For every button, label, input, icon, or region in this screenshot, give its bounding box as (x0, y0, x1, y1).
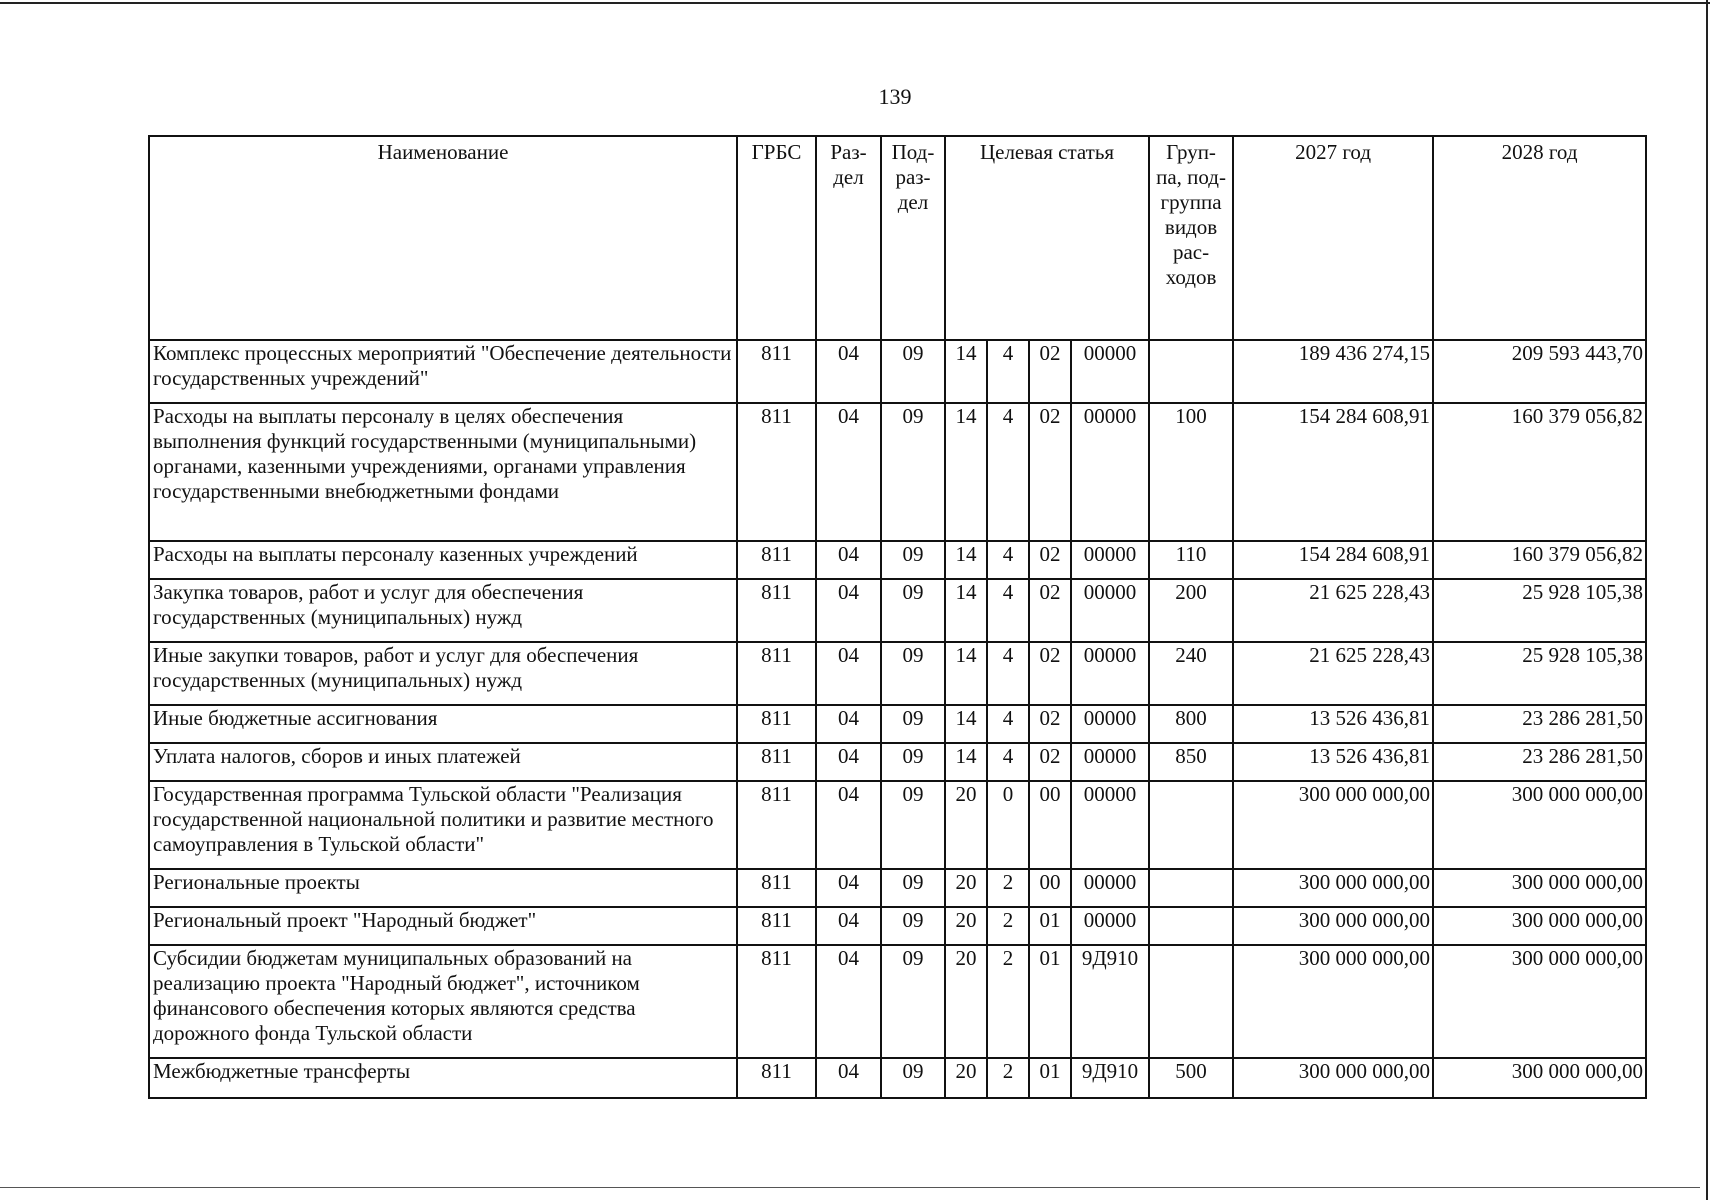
row-razdel: 04 (816, 705, 881, 743)
row-name: Уплата налогов, сборов и иных платежей (149, 743, 737, 781)
header-2027: 2027 год (1233, 136, 1433, 340)
row-name: Комплекс процессных мероприятий "Обеспечение деятельности государственных учреждений" (149, 340, 737, 403)
header-expense-group: Груп- па, под- группа видов рас- ходов (1149, 136, 1233, 340)
page-number: 139 (878, 84, 912, 109)
row-expense-group: 850 (1149, 743, 1233, 781)
row-razdel: 04 (816, 403, 881, 541)
row-target-subprogram: 02 (1029, 340, 1071, 403)
row-name: Субсидии бюджетам муниципальных образований на реализацию проекта "Народный бюджет", источником финансового обеспечения которых являются средства дорожного фонда Тульской области (149, 945, 737, 1058)
row-target-direction: 00000 (1071, 403, 1149, 541)
header-razdel: Раз- дел (816, 136, 881, 340)
row-target-type: 4 (987, 642, 1029, 705)
row-podrazdel: 09 (881, 781, 945, 869)
row-target-type: 2 (987, 945, 1029, 1058)
row-amount-2027: 13 526 436,81 (1233, 705, 1433, 743)
row-target-program: 14 (945, 705, 987, 743)
row-amount-2027: 300 000 000,00 (1233, 1058, 1433, 1098)
table-row (149, 642, 1646, 705)
row-target-direction: 00000 (1071, 743, 1149, 781)
row-target-type: 4 (987, 705, 1029, 743)
row-target-program: 14 (945, 541, 987, 579)
table-row (149, 340, 1646, 403)
row-target-subprogram: 02 (1029, 403, 1071, 541)
row-expense-group: 240 (1149, 642, 1233, 705)
row-razdel: 04 (816, 541, 881, 579)
row-target-program: 14 (945, 403, 987, 541)
row-amount-2028: 300 000 000,00 (1433, 1058, 1646, 1098)
row-grbs: 811 (737, 403, 816, 541)
row-amount-2028: 300 000 000,00 (1433, 945, 1646, 1058)
row-amount-2027: 189 436 274,15 (1233, 340, 1433, 403)
row-name: Иные бюджетные ассигнования (149, 705, 737, 743)
row-razdel: 04 (816, 340, 881, 403)
row-podrazdel: 09 (881, 945, 945, 1058)
row-target-direction: 9Д910 (1071, 1058, 1149, 1098)
row-amount-2027: 21 625 228,43 (1233, 642, 1433, 705)
row-target-type: 2 (987, 907, 1029, 945)
row-amount-2027: 13 526 436,81 (1233, 743, 1433, 781)
row-razdel: 04 (816, 945, 881, 1058)
row-amount-2028: 300 000 000,00 (1433, 907, 1646, 945)
row-amount-2028: 300 000 000,00 (1433, 869, 1646, 907)
budget-table (148, 135, 1647, 1099)
row-amount-2028: 209 593 443,70 (1433, 340, 1646, 403)
table-row (149, 705, 1646, 743)
table-row (149, 945, 1646, 1058)
row-target-type: 4 (987, 579, 1029, 642)
header-2028: 2028 год (1433, 136, 1646, 340)
page-border-top (0, 2, 1710, 4)
table-row (149, 743, 1646, 781)
row-podrazdel: 09 (881, 642, 945, 705)
row-expense-group: 200 (1149, 579, 1233, 642)
row-amount-2028: 23 286 281,50 (1433, 705, 1646, 743)
row-target-direction: 00000 (1071, 579, 1149, 642)
header-name: Наименование (149, 136, 737, 340)
row-target-subprogram: 02 (1029, 642, 1071, 705)
row-target-program: 20 (945, 1058, 987, 1098)
row-grbs: 811 (737, 579, 816, 642)
table-row (149, 541, 1646, 579)
row-podrazdel: 09 (881, 907, 945, 945)
header-podrazdel: Под- раз- дел (881, 136, 945, 340)
row-target-type: 4 (987, 403, 1029, 541)
row-amount-2027: 154 284 608,91 (1233, 541, 1433, 579)
row-target-type: 4 (987, 541, 1029, 579)
row-amount-2027: 300 000 000,00 (1233, 945, 1433, 1058)
row-name: Региональные проекты (149, 869, 737, 907)
row-target-direction: 9Д910 (1071, 945, 1149, 1058)
row-target-subprogram: 00 (1029, 869, 1071, 907)
row-target-type: 2 (987, 869, 1029, 907)
row-target-type: 0 (987, 781, 1029, 869)
row-amount-2028: 160 379 056,82 (1433, 541, 1646, 579)
row-target-subprogram: 02 (1029, 705, 1071, 743)
row-target-direction: 00000 (1071, 541, 1149, 579)
row-amount-2027: 21 625 228,43 (1233, 579, 1433, 642)
row-amount-2028: 23 286 281,50 (1433, 743, 1646, 781)
row-target-program: 20 (945, 907, 987, 945)
row-amount-2027: 300 000 000,00 (1233, 907, 1433, 945)
row-razdel: 04 (816, 1058, 881, 1098)
row-expense-group (1149, 945, 1233, 1058)
page-border-right (1706, 0, 1708, 1200)
row-target-type: 2 (987, 1058, 1029, 1098)
row-target-direction: 00000 (1071, 781, 1149, 869)
row-amount-2027: 300 000 000,00 (1233, 781, 1433, 869)
row-name: Региональный проект "Народный бюджет" (149, 907, 737, 945)
row-target-subprogram: 00 (1029, 781, 1071, 869)
row-amount-2027: 300 000 000,00 (1233, 869, 1433, 907)
header-target-article: Целевая статья (945, 136, 1149, 340)
row-amount-2027: 154 284 608,91 (1233, 403, 1433, 541)
row-name: Расходы на выплаты персоналу в целях обеспечения выполнения функций государственными (муниципальными) органами, казенными учреждениями, органами управления государственными внебюджетными фондами (149, 403, 737, 541)
page-border-bottom (0, 1187, 1700, 1188)
row-grbs: 811 (737, 1058, 816, 1098)
table-row (149, 869, 1646, 907)
row-target-subprogram: 01 (1029, 945, 1071, 1058)
row-name: Иные закупки товаров, работ и услуг для обеспечения государственных (муниципальных) нужд (149, 642, 737, 705)
row-name: Государственная программа Тульской области "Реализация государственной национальной политики и развитие местного самоуправления в Тульской области" (149, 781, 737, 869)
row-razdel: 04 (816, 781, 881, 869)
row-target-program: 14 (945, 579, 987, 642)
row-podrazdel: 09 (881, 579, 945, 642)
row-grbs: 811 (737, 541, 816, 579)
row-target-program: 20 (945, 869, 987, 907)
row-expense-group: 110 (1149, 541, 1233, 579)
row-grbs: 811 (737, 781, 816, 869)
row-expense-group: 500 (1149, 1058, 1233, 1098)
row-podrazdel: 09 (881, 541, 945, 579)
row-target-subprogram: 01 (1029, 907, 1071, 945)
row-grbs: 811 (737, 743, 816, 781)
row-expense-group (1149, 340, 1233, 403)
row-amount-2028: 25 928 105,38 (1433, 579, 1646, 642)
row-target-subprogram: 02 (1029, 541, 1071, 579)
row-expense-group (1149, 869, 1233, 907)
row-target-subprogram: 02 (1029, 743, 1071, 781)
row-razdel: 04 (816, 642, 881, 705)
row-target-program: 14 (945, 642, 987, 705)
row-name: Расходы на выплаты персоналу казенных учреждений (149, 541, 737, 579)
row-grbs: 811 (737, 705, 816, 743)
row-target-program: 20 (945, 781, 987, 869)
table-row (149, 1058, 1646, 1098)
row-grbs: 811 (737, 869, 816, 907)
table-row (149, 781, 1646, 869)
row-target-type: 4 (987, 340, 1029, 403)
row-target-subprogram: 02 (1029, 579, 1071, 642)
row-grbs: 811 (737, 907, 816, 945)
row-podrazdel: 09 (881, 869, 945, 907)
row-razdel: 04 (816, 907, 881, 945)
row-podrazdel: 09 (881, 340, 945, 403)
row-target-type: 4 (987, 743, 1029, 781)
table-row (149, 403, 1646, 541)
row-podrazdel: 09 (881, 705, 945, 743)
row-target-program: 14 (945, 340, 987, 403)
row-amount-2028: 160 379 056,82 (1433, 403, 1646, 541)
row-target-direction: 00000 (1071, 907, 1149, 945)
row-expense-group (1149, 781, 1233, 869)
row-grbs: 811 (737, 945, 816, 1058)
row-expense-group (1149, 907, 1233, 945)
table-header-row (149, 136, 1646, 340)
row-podrazdel: 09 (881, 403, 945, 541)
row-razdel: 04 (816, 743, 881, 781)
row-expense-group: 100 (1149, 403, 1233, 541)
table-body (149, 340, 1646, 1098)
row-target-subprogram: 01 (1029, 1058, 1071, 1098)
row-razdel: 04 (816, 869, 881, 907)
row-podrazdel: 09 (881, 1058, 945, 1098)
table-row (149, 907, 1646, 945)
row-target-program: 20 (945, 945, 987, 1058)
row-target-program: 14 (945, 743, 987, 781)
row-grbs: 811 (737, 642, 816, 705)
row-name: Межбюджетные трансферты (149, 1058, 737, 1098)
row-expense-group: 800 (1149, 705, 1233, 743)
header-grbs: ГРБС (737, 136, 816, 340)
row-amount-2028: 300 000 000,00 (1433, 781, 1646, 869)
row-target-direction: 00000 (1071, 705, 1149, 743)
row-razdel: 04 (816, 579, 881, 642)
table-row (149, 579, 1646, 642)
row-name: Закупка товаров, работ и услуг для обеспечения государственных (муниципальных) нужд (149, 579, 737, 642)
row-podrazdel: 09 (881, 743, 945, 781)
row-target-direction: 00000 (1071, 642, 1149, 705)
row-grbs: 811 (737, 340, 816, 403)
row-target-direction: 00000 (1071, 869, 1149, 907)
row-amount-2028: 25 928 105,38 (1433, 642, 1646, 705)
row-target-direction: 00000 (1071, 340, 1149, 403)
